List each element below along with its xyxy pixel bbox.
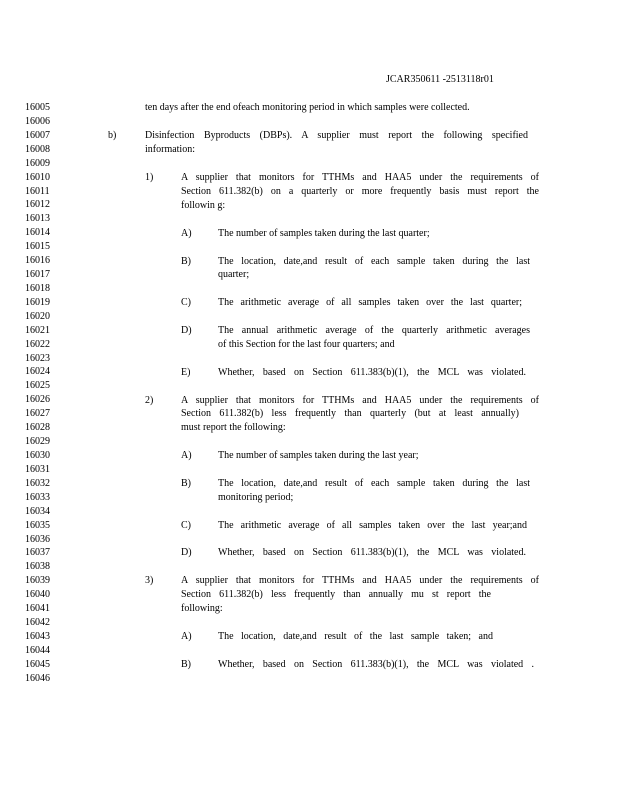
paragraph-line: Disinfection Byproducts (DBPs). A supplier must report the following specified xyxy=(145,130,528,141)
paragraph-line: monitoring period; xyxy=(218,492,294,503)
line-number: 16045 xyxy=(25,658,50,670)
paragraph-line: The number of samples taken during the last year; xyxy=(218,450,419,461)
line-number: 16046 xyxy=(25,672,50,684)
line-number: 16025 xyxy=(25,380,50,392)
paragraph-line: of this Section for the last four quarters; and xyxy=(218,339,395,350)
paragraph-line: Whether, based on Section 611.383(b)(1), the MCL was violated. xyxy=(218,367,526,378)
subitem-label: D) xyxy=(181,547,192,558)
line-number: 16022 xyxy=(25,338,50,350)
document-header: JCAR350611 -2513118r01 xyxy=(386,74,494,85)
line-number: 16042 xyxy=(25,617,50,629)
item-label: 1) xyxy=(145,172,154,183)
subitem-label: E) xyxy=(181,367,191,378)
line-number: 16027 xyxy=(25,408,50,420)
line-number: 16006 xyxy=(25,115,50,127)
paragraph-line: following: xyxy=(181,603,223,614)
subitem-label: B) xyxy=(181,478,191,489)
paragraph-line: Section 611.382(b) less frequently than quarterly (but at least annually) xyxy=(181,408,519,419)
paragraph-line: A supplier that monitors for TTHMs and HAA5 under the requirements of xyxy=(181,395,539,406)
paragraph-line: The location, date,and result of each sample taken during the last xyxy=(218,256,530,267)
line-number: 16028 xyxy=(25,422,50,434)
subitem-label: C) xyxy=(181,520,191,531)
line-number: 16013 xyxy=(25,213,50,225)
subsection-label: b) xyxy=(108,130,117,141)
subitem-label: D) xyxy=(181,325,192,336)
subitem-label: B) xyxy=(181,659,191,670)
line-number: 16033 xyxy=(25,491,50,503)
paragraph-line: followin g: xyxy=(181,200,226,211)
subitem-label: A) xyxy=(181,228,192,239)
line-number: 16007 xyxy=(25,129,50,141)
paragraph-line: ten days after the end ofeach monitoring period in which samples were collected. xyxy=(145,102,470,113)
paragraph-line: A supplier that monitors for TTHMs and HAA5 under the requirements of xyxy=(181,575,539,586)
paragraph-line: The arithmetic average of all samples taken over the last quarter; xyxy=(218,297,522,308)
line-number: 16043 xyxy=(25,630,50,642)
line-number: 16021 xyxy=(25,324,50,336)
paragraph-line: Section 611.382(b) on a quarterly or more frequently basis must report the xyxy=(181,186,539,197)
line-number: 16032 xyxy=(25,477,50,489)
line-number: 16012 xyxy=(25,199,50,211)
line-number: 16018 xyxy=(25,282,50,294)
paragraph-line: quarter; xyxy=(218,269,250,280)
line-number: 16044 xyxy=(25,644,50,656)
subitem-label: B) xyxy=(181,256,191,267)
line-number: 16011 xyxy=(25,185,50,197)
line-number: 16040 xyxy=(25,589,50,601)
subitem-label: C) xyxy=(181,297,191,308)
line-number: 16015 xyxy=(25,241,50,253)
line-number: 16009 xyxy=(25,157,50,169)
line-number: 16024 xyxy=(25,366,50,378)
line-number: 16019 xyxy=(25,296,50,308)
line-number: 16026 xyxy=(25,394,50,406)
line-number: 16036 xyxy=(25,533,50,545)
line-number: 16039 xyxy=(25,575,50,587)
line-number: 16037 xyxy=(25,547,50,559)
subitem-label: A) xyxy=(181,631,192,642)
paragraph-line: The location, date,and result of the last sample taken; and xyxy=(218,631,493,642)
paragraph-line: Whether, based on Section 611.383(b)(1), the MCL was violated. xyxy=(218,547,526,558)
item-label: 3) xyxy=(145,575,154,586)
line-number: 16035 xyxy=(25,519,50,531)
paragraph-line: The arithmetic average of all samples taken over the last year;and xyxy=(218,520,527,531)
line-number: 16034 xyxy=(25,505,50,517)
line-number: 16041 xyxy=(25,603,50,615)
paragraph-line: Section 611.382(b) less frequently than annually mu st report the xyxy=(181,589,491,600)
line-number: 16038 xyxy=(25,561,50,573)
paragraph-line: Whether, based on Section 611.383(b)(1), the MCL was violated . xyxy=(218,659,534,670)
paragraph-line: information: xyxy=(145,144,195,155)
subitem-label: A) xyxy=(181,450,192,461)
paragraph-line: The number of samples taken during the last quarter; xyxy=(218,228,430,239)
paragraph-line: The location, date,and result of each sample taken during the last xyxy=(218,478,530,489)
line-number: 16010 xyxy=(25,171,50,183)
line-number: 16023 xyxy=(25,352,50,364)
line-number: 16031 xyxy=(25,463,50,475)
line-number: 16016 xyxy=(25,255,50,267)
line-number: 16029 xyxy=(25,436,50,448)
item-label: 2) xyxy=(145,395,154,406)
line-number: 16005 xyxy=(25,102,50,113)
line-number: 16014 xyxy=(25,227,50,239)
paragraph-line: A supplier that monitors for TTHMs and HAA5 under the requirements of xyxy=(181,172,539,183)
line-number: 16020 xyxy=(25,310,50,322)
line-number: 16008 xyxy=(25,143,50,155)
line-number: 16030 xyxy=(25,450,50,461)
line-number: 16017 xyxy=(25,269,50,281)
paragraph-line: must report the following: xyxy=(181,422,286,433)
paragraph-line: The annual arithmetic average of the quarterly arithmetic averages xyxy=(218,325,530,336)
